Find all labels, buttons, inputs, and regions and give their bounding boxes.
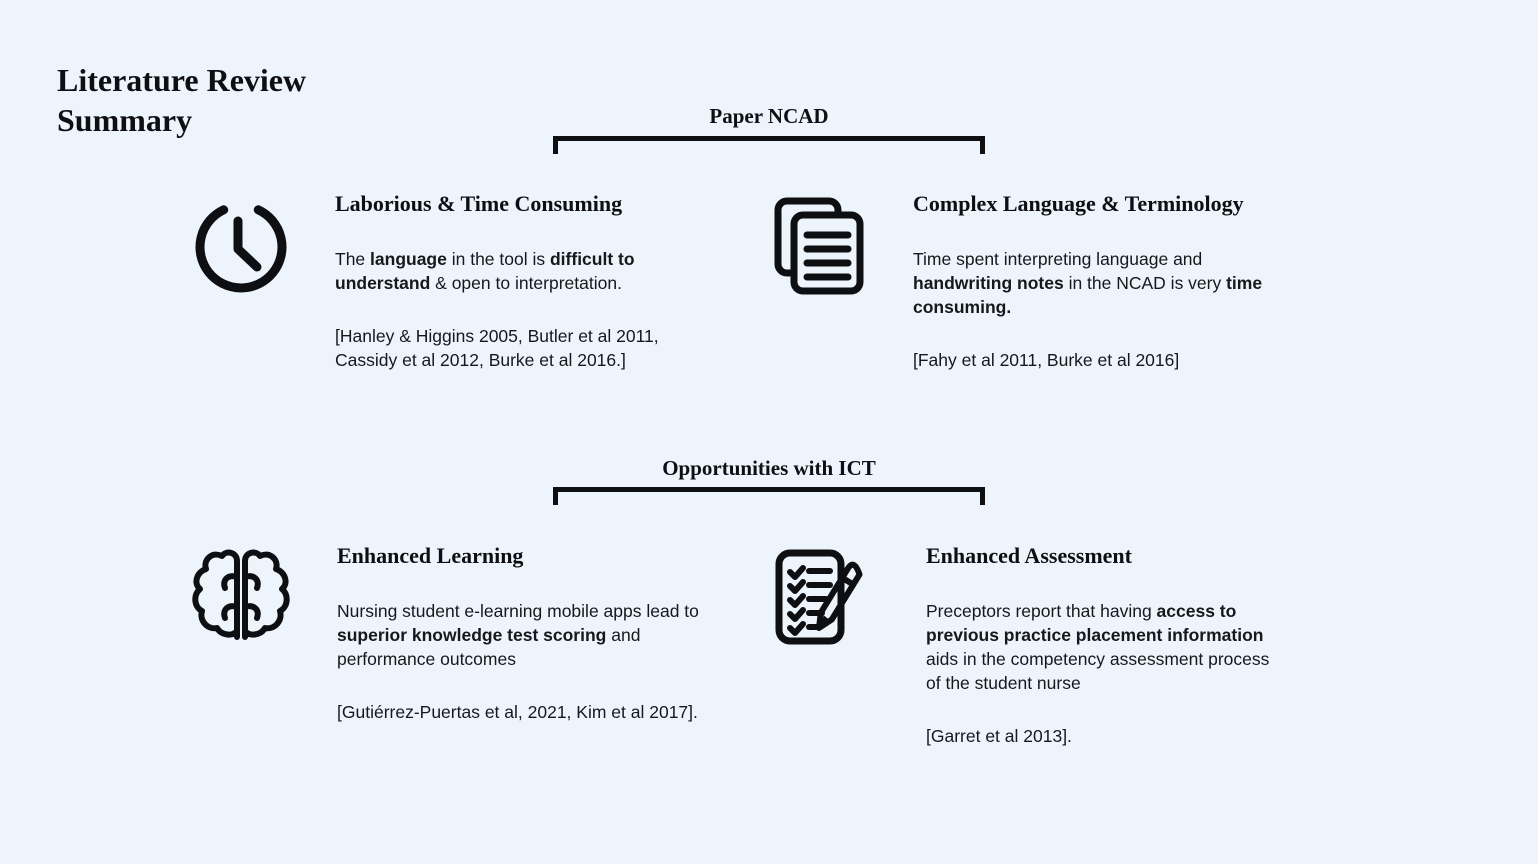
section-body: The language in the tool is difficult to understand & open to interpretation. xyxy=(335,249,635,293)
checklist-pencil-icon xyxy=(768,547,868,647)
section-citation: [Garret et al 2013]. xyxy=(926,726,1072,746)
section-heading: Laborious & Time Consuming xyxy=(335,191,623,216)
section-enhanced-learning xyxy=(337,543,701,724)
clock-icon xyxy=(191,195,291,295)
documents-icon xyxy=(769,196,869,296)
section-complex-language-terminology xyxy=(913,191,1289,372)
section-citation: [Fahy et al 2011, Burke et al 2016] xyxy=(913,350,1180,370)
bracket-opportunities-ict xyxy=(553,487,985,505)
group-header-opportunities-ict: Opportunities with ICT xyxy=(662,456,876,480)
section-enhanced-assessment xyxy=(926,543,1282,748)
group-header-paper-ncad: Paper NCAD xyxy=(709,104,829,128)
section-body: Preceptors report that having access to previous practice placement information aids in the competency assessment process of the student nurse xyxy=(926,601,1270,693)
section-citation: [Gutiérrez-Puertas et al, 2021, Kim et al 2017]. xyxy=(337,702,698,722)
page-title: Literature Review Summary xyxy=(57,62,307,138)
section-laborious-time-consuming xyxy=(335,191,697,372)
bracket-paper-ncad xyxy=(553,136,985,154)
section-body: Time spent interpreting language and handwriting notes in the NCAD is very time consuming. xyxy=(913,249,1263,317)
section-citation: [Hanley & Higgins 2005, Butler et al 2011, Cassidy et al 2012, Burke et al 2016.] xyxy=(335,326,659,370)
section-heading: Enhanced Assessment xyxy=(926,543,1132,568)
brain-icon xyxy=(191,547,291,647)
section-body: Nursing student e-learning mobile apps lead to superior knowledge test scoring and performance outcomes xyxy=(337,601,699,669)
section-heading: Enhanced Learning xyxy=(337,543,524,568)
section-heading: Complex Language & Terminology xyxy=(913,191,1244,216)
